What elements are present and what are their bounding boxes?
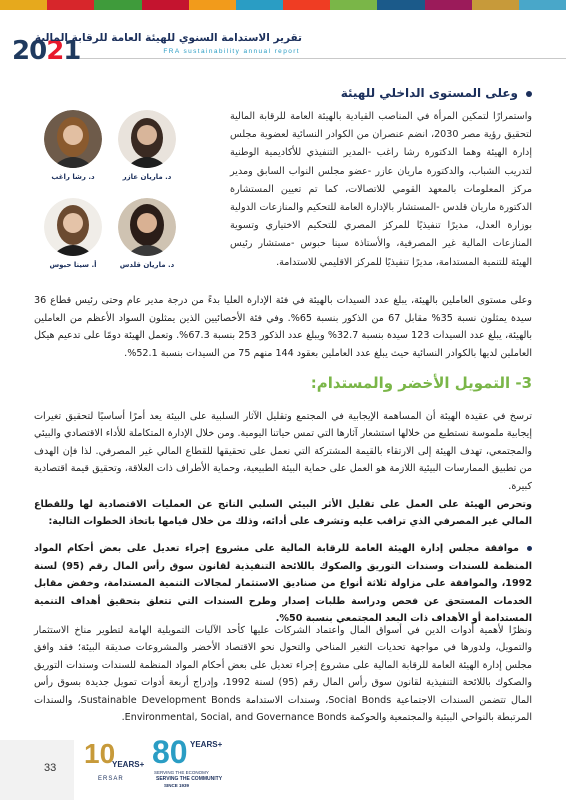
paragraph-women-leadership: واستمرارًا لتمكين المرأة في المناصب القيادية بالهيئة العامة للرقابة المالية لتحقيق رؤية مصر 2030، انضم عنصران من الكوادر النسائية لعضوية مجلس إدارة الهيئة وهما الدكتورة رشا راغب -المدير التنفيذي للأكاديمية الوطنية لتدريب الشباب، والدكتورة ماريان عازر -عضو مجلس النواب السابق ومدير مركز المعلومات بالمعهد القومي للاتصالات، كما تم تعيين المستشارة الدكتورة ماريان قلدس -المستشار بالإدارة العامة للتحكيم والمنازعات الدولية بوزارة العدل، مديرًا تنفيذيًا للمركز المصري للتحكيم الاختياري وتسوية المنازعات المالية غير المصرفية، والأستاذة سينا حبوس -مستشار رئيس الهيئة للتنمية المستدامة، مديرًا تنفيذيًا للمركز الاقليمي للاستدامة. <box>230 111 532 268</box>
photo-caption: أ. سينا حبوس <box>49 261 97 269</box>
color-stripe <box>330 0 377 10</box>
color-stripe <box>283 0 330 10</box>
section-bullet-title: وعلى المستوى الداخلي للهيئة <box>341 86 532 100</box>
color-stripe <box>142 0 189 10</box>
report-subtitle: FRA sustainability annual report <box>163 48 300 55</box>
paragraph-debt-instruments: ونظرًا لأهمية أدوات الدين في أسواق المال واعتماد الشركات عليها كأحد الآليات التمويلية الهامة لتطوير مناخ الاستثمار والتمويل، ولدورها في مواجهة تحديات التغير المناخي والتحول نحو الاقتصاد الأخضر والمشروعات صديقة البيئة؛ فقد وافق مجلس إدارة الهيئة العامة للرقابة المالية على مشروع إجراء تعديل على بعض أحكام المواد المنظمة للسندات وسندات التوريق والصكوك باللائحة التنفيذية لقانون سوق رأس المال رقم (95) لسنة 1992، وإدراج أربعة أدوات تمويل جديدة بسوق رأس المال تتضمن السندات الاجتماعية Social Bonds، وسندات الاستدامة Sustainable Development Bonds، والسندات المرتبطة بالنواحي البيئية والمجتمعية والحوكمة Environmental, Social, and Governance Bonds. <box>34 625 532 724</box>
section-heading: 3- التمويل الأخضر والمستدام: <box>310 374 532 392</box>
report-title: تقرير الاستدامة السنوي للهيئة العامة للرقابة المالية <box>34 32 302 44</box>
page-number: 33 <box>44 762 57 774</box>
header-divider <box>80 58 566 59</box>
photo-caption: د. رشا راغب <box>51 173 95 181</box>
portrait-icon <box>118 198 176 256</box>
color-stripe <box>47 0 94 10</box>
portrait-icon <box>44 198 102 256</box>
color-stripe <box>472 0 519 10</box>
80-years-logo: 80 YEARS+ SERVING THE ECONOMY SERVING THE COMMUNITY SINCE 1939 <box>152 734 223 788</box>
color-stripe <box>189 0 236 10</box>
color-stripe <box>377 0 424 10</box>
paragraph-staff-statistics: وعلى مستوى العاملين بالهيئة، يبلغ عدد السيدات بالهيئة في فئة الإدارة العليا بدءً من درجة مدير عام وحتى رئيس قطاع 36 سيدة يمثلون نسبة 35% مقابل 67 من الذكور بنسبة 65%. وفي فئة الأخصائيين الذين يمثلون السواد الأعظم من العاملين بالهيئة، يبلغ عدد السيدات 123 سيدة بنسبة 32.7% ويبلغ عدد الذكور 253 بنسبة 67.3%. وتعمل الهيئة دومًا على تدعيم هيكل العاملين لديها بالكوادر النسائية حيث يبلغ عدد العاملين بعقود 144 منهم 75 من السيدات بنسبة 52.1%. <box>34 295 533 359</box>
bullet-icon <box>527 546 532 551</box>
paragraph-green-finance: ترسخ في عقيدة الهيئة أن المساهمة الإيجابية في المجتمع وتقليل الآثار السلبية على البيئة يعد أمرًا أساسيًا لتحقيق تغيرات إيجابية ملموسة نستطيع من خلالها استشعار آثارها التي تمس حياتنا اليومية. ومن خلال الإدارة المتكاملة للأداء الاقتصادي والبيئي والمجتمعي، تهدف الهيئة إلى الارتقاء بالقيمة المشتركة التي نعمل على تحقيقها للقطاع المالي غير المصرفي. لذا فإن الهدف من تطبيق الممارسات البيئية اللازمة هو العمل على حماية البيئة الطبيعية، وحماية الأطراف ذات العلاقة، وتحقيق قيمة اقتصادية كبيرة. <box>34 411 532 492</box>
footer-corner <box>0 740 74 800</box>
paragraph-steps-intro: وتحرص الهيئة على العمل على تقليل الأثر البيئي السلبي الناتج عن العمليات الاقتصادية لها وللقطاع المالي غير المصرفي الذي تراقب عليه وتشرف على أدائه، وذلك من خلال قيامها باتخاذ الخطوات التالية: <box>34 499 532 528</box>
color-stripe <box>0 0 47 10</box>
color-stripe <box>425 0 472 10</box>
photo-caption: د. ماريان عازر <box>122 173 172 181</box>
report-year-logo: 2021 <box>12 36 81 66</box>
ersar-10-years-logo: 10 YEARS+ ERSAR <box>84 738 145 782</box>
photo-caption: د. ماريان قلدس <box>119 261 175 269</box>
color-stripe <box>519 0 566 10</box>
portrait-icon <box>118 110 176 168</box>
top-color-bar <box>0 0 566 10</box>
portrait-icon <box>44 110 102 168</box>
color-stripe <box>236 0 283 10</box>
list-item: موافقة مجلس إدارة الهيئة العامة للرقابة المالية على مشروع إجراء تعديل على بعض أحكام المواد المنظمة للسندات وسندات التوريق والصكوك باللائحة التنفيذية لقانون سوق رأس المال رقم (95) لسنة 1992، والموافقة على مزاولة ثلاثة أنواع من صناديق الاستثمار لمجالات التنمية المستدامة، وخفض مقابل الخدمات المستحق عن فحص ودراسة طلبات إصدار وطرح السندات التي تتعلق بتحقيق أهداف التنمية المستدامة أو الأهداف ذات البعد المجتمعي بنسبة 50%. <box>34 543 532 625</box>
bullet-icon <box>526 91 532 97</box>
color-stripe <box>94 0 141 10</box>
